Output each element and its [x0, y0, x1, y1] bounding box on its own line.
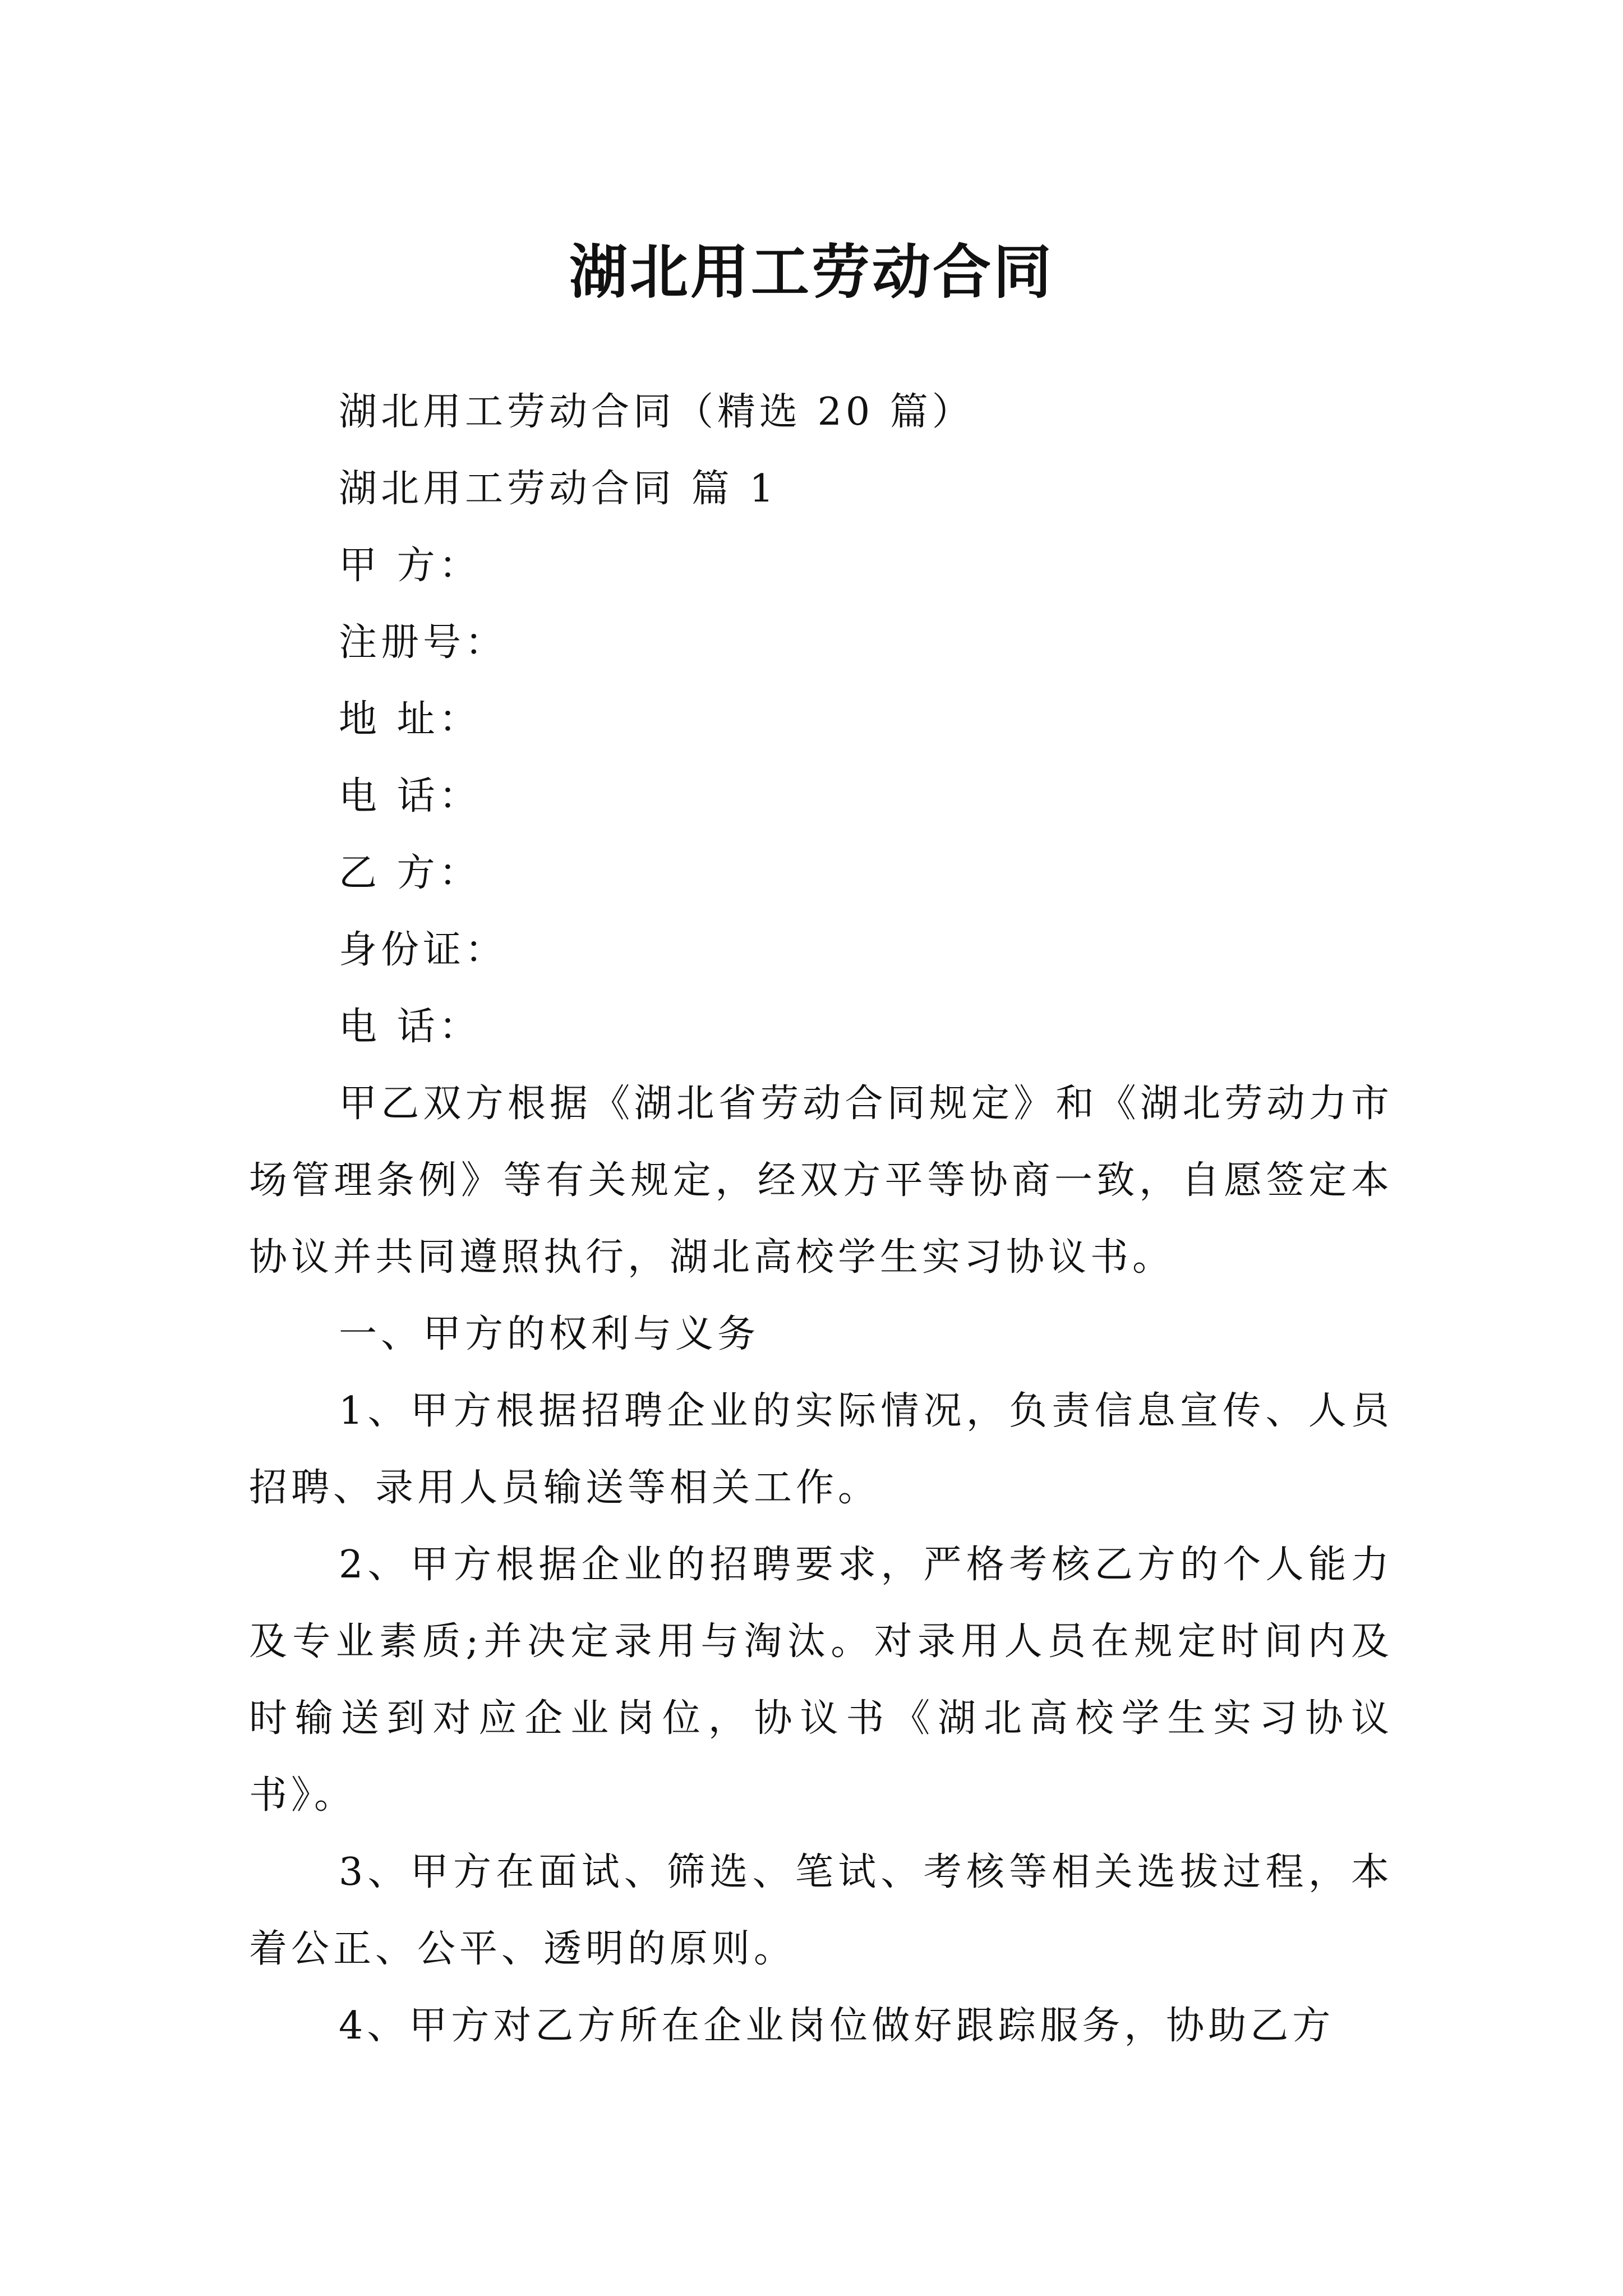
id-card-field: 身份证： — [339, 928, 508, 972]
registration-number-field: 注册号： — [339, 620, 508, 665]
intro-paragraph: 甲乙双方根据《湖北省劳动合同规定》和《湖北劳动力市场管理条例》等有关规定，经双方平等协商一致，自愿签定本协议并共同遵照执行，湖北高校学生实习协议书。 — [249, 1082, 1393, 1280]
clause-4: 4、甲方对乙方所在企业岗位做好跟踪服务，协助乙方 — [339, 2004, 1335, 2048]
clause-3: 3、甲方在面试、筛选、笔试、考核等相关选拔过程，本着公正、公平、透明的原则。 — [249, 1850, 1393, 1971]
address-field: 地 址： — [339, 697, 481, 742]
clause-heading: 一、甲方的权利与义务 — [339, 1312, 760, 1356]
section-heading: 湖北用工劳动合同 篇 1 — [339, 467, 778, 511]
party-b-field: 乙 方： — [339, 851, 481, 895]
subtitle-line: 湖北用工劳动合同（精选 20 篇） — [339, 390, 974, 434]
document-title: 湖北用工劳动合同 — [569, 237, 1054, 306]
party-a-field: 甲 方： — [339, 544, 481, 588]
clause-2: 2、甲方根据企业的招聘要求，严格考核乙方的个人能力及专业素质;并决定录用与淘汰。对录用人员在规定时间内及时输送到对应企业岗位，协议书《湖北高校学生实习协议书》。 — [249, 1543, 1393, 1818]
party-a-phone-field: 电 话： — [339, 774, 481, 818]
party-b-phone-field: 电 话： — [339, 1005, 481, 1049]
document-body — [249, 374, 1393, 2064]
clause-1: 1、甲方根据招聘企业的实际情况，负责信息宣传、人员招聘、录用人员输送等相关工作。 — [249, 1389, 1393, 1510]
